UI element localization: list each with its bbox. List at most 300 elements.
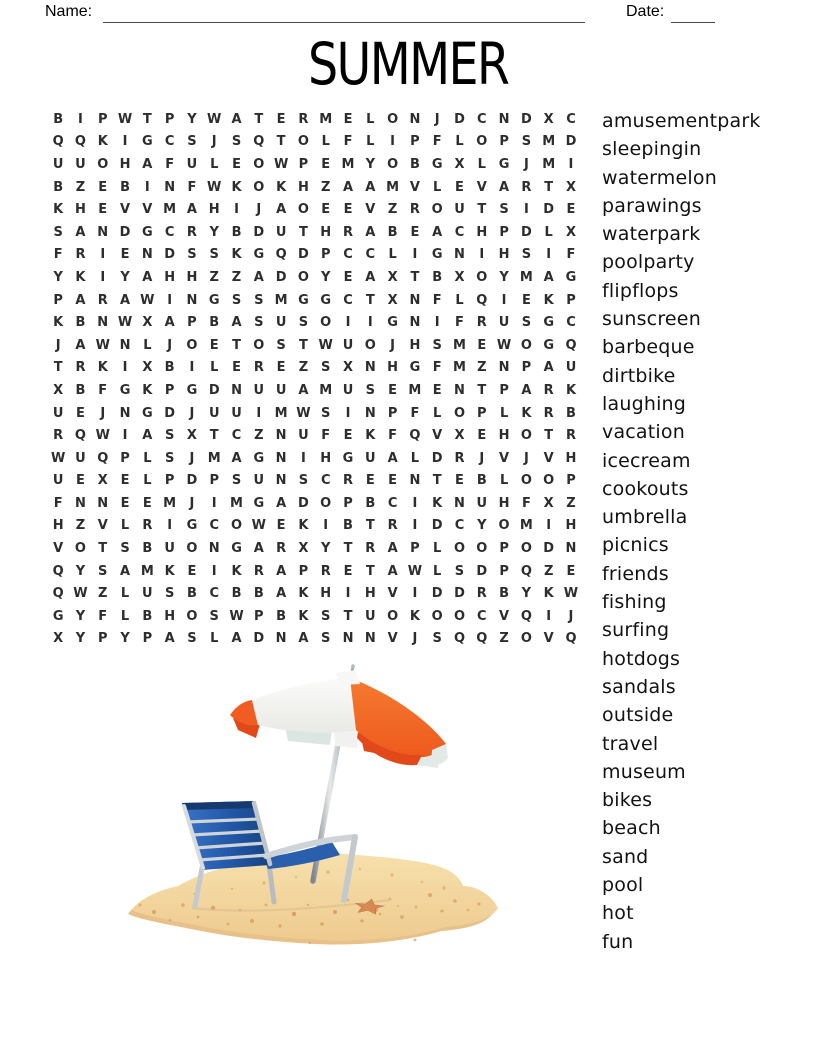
grid-letter: S (521, 247, 532, 263)
sand-speckle (391, 874, 394, 877)
grid-letter: K (298, 608, 309, 624)
grid-letter: S (276, 337, 286, 353)
grid-letter: N (565, 541, 577, 557)
grid-letter: W (229, 608, 244, 624)
grid-letter: K (75, 269, 86, 285)
grid-letter: P (254, 608, 264, 624)
grid-letter: A (231, 111, 242, 127)
grid-letter: K (521, 405, 532, 421)
grid-letter: I (412, 586, 418, 602)
grid-letter: B (432, 269, 443, 285)
grid-letter: R (253, 360, 264, 376)
grid-letter: P (521, 360, 532, 376)
grid-letter: Y (477, 518, 487, 534)
word-list-item: amusementpark (602, 110, 761, 132)
grid-letter: S (120, 541, 130, 557)
grid-letter: L (210, 631, 219, 647)
grid-letter: Q (520, 563, 532, 579)
grid-letter: W (117, 111, 133, 127)
grid-letter: E (410, 224, 420, 240)
grid-letter: Z (298, 360, 309, 376)
grid-letter: S (53, 224, 63, 240)
grid-letter: B (253, 586, 264, 602)
grid-letter: L (210, 360, 219, 376)
grid-letter: B (387, 224, 398, 240)
grid-letter: E (432, 382, 442, 398)
grid-letter: S (254, 315, 264, 331)
grid-letter: K (231, 247, 242, 263)
grid-letter: Y (321, 269, 331, 285)
grid-letter: T (298, 224, 308, 240)
grid-letter: I (100, 247, 106, 263)
grid-letter: D (454, 111, 465, 127)
grid-letter: H (498, 495, 510, 511)
grid-letter: W (296, 405, 311, 421)
grid-letter: N (364, 405, 376, 421)
grid-letter: P (97, 631, 108, 647)
grid-letter: G (253, 495, 265, 511)
name-label: Name: (45, 3, 93, 20)
grid-letter: Q (520, 608, 532, 624)
grid-letter: F (53, 247, 63, 263)
grid-letter: R (276, 541, 287, 557)
grid-letter: I (412, 247, 418, 263)
sand-speckle (326, 870, 329, 873)
grid-letter: R (343, 473, 354, 489)
grid-letter: W (273, 156, 289, 172)
grid-letter: L (455, 292, 464, 308)
grid-letter: M (230, 495, 243, 511)
grid-letter: S (187, 134, 197, 150)
grid-letter: G (231, 541, 242, 557)
grid-letter: I (122, 360, 128, 376)
apex-cap (336, 670, 360, 685)
word-list-item: parawings (602, 194, 702, 217)
grid-letter: I (568, 156, 574, 172)
grid-letter: X (454, 156, 465, 172)
word-list-item: travel (602, 732, 659, 755)
grid-letter: A (499, 179, 510, 195)
grid-letter: N (409, 473, 421, 489)
grid-letter: Y (365, 156, 376, 172)
grid-letter: J (211, 134, 217, 150)
grid-letter: E (388, 382, 398, 398)
sand-speckle (152, 910, 156, 914)
sand-speckle (442, 886, 445, 889)
grid-letter: R (409, 202, 420, 218)
grid-letter: V (53, 541, 64, 557)
grid-letter: D (298, 247, 309, 263)
grid-letter: K (53, 315, 64, 331)
grid-letter: Z (75, 179, 86, 195)
grid-letter: F (455, 315, 464, 331)
grid-letter: B (120, 179, 130, 195)
grid-letter: G (565, 269, 577, 285)
grid-letter: L (120, 518, 130, 534)
grid-letter: L (410, 450, 420, 466)
grid-letter: I (211, 495, 217, 511)
grid-letter: S (209, 608, 219, 624)
grid-letter: U (253, 473, 265, 489)
grid-letter: B (566, 405, 576, 421)
grid-letter: S (164, 428, 175, 444)
grid-letter: R (75, 247, 86, 263)
grid-letter: A (387, 450, 398, 466)
word-list-item: beach (602, 817, 661, 840)
grid-letter: T (410, 269, 420, 285)
grid-letter: S (499, 202, 509, 218)
grid-letter: E (343, 428, 353, 444)
grid-letter: O (498, 518, 510, 534)
grid-letter: P (97, 111, 108, 127)
grid-letter: U (275, 315, 287, 331)
grid-letter: A (276, 563, 287, 579)
grid-letter: V (387, 631, 398, 647)
grid-letter: O (520, 428, 532, 444)
grid-letter: H (164, 608, 176, 624)
sand-speckle (250, 919, 254, 923)
grid-letter: T (477, 382, 487, 398)
grid-letter: N (498, 360, 510, 376)
grid-letter: I (167, 518, 173, 534)
grid-letter: E (566, 202, 576, 218)
grid-letter: L (499, 405, 509, 421)
grid-letter: R (186, 224, 197, 240)
grid-letter: M (453, 337, 466, 353)
grid-letter: X (454, 428, 465, 444)
page-title: SUMMER (307, 30, 509, 98)
grid-letter: L (321, 134, 330, 150)
grid-letter: G (186, 518, 198, 534)
grid-letter: P (164, 382, 175, 398)
grid-letter: Z (320, 179, 331, 195)
grid-letter: B (499, 586, 510, 602)
grid-letter: E (343, 563, 353, 579)
grid-letter: L (120, 586, 130, 602)
grid-letter: F (432, 292, 442, 308)
grid-letter: Z (209, 269, 219, 285)
grid-letter: E (477, 337, 487, 353)
grid-letter: N (364, 360, 376, 376)
grid-letter: P (298, 156, 309, 172)
grid-letter: E (566, 563, 576, 579)
grid-letter: Y (187, 111, 197, 127)
sand-speckle (169, 919, 172, 922)
grid-letter: Q (453, 631, 466, 647)
grid-letter: A (387, 541, 398, 557)
grid-letter: W (207, 111, 222, 127)
grid-letter: K (565, 382, 577, 398)
grid-letter: G (431, 156, 443, 172)
grid-letter: Y (499, 269, 509, 285)
grid-letter: D (298, 495, 309, 511)
grid-letter: B (365, 495, 376, 511)
grid-letter: A (521, 382, 532, 398)
grid-letter: L (366, 134, 375, 150)
grid-letter: I (122, 134, 128, 150)
grid-letter: B (75, 382, 86, 398)
grid-letter: E (142, 495, 152, 511)
grid-letter: A (543, 269, 554, 285)
grid-letter: A (365, 269, 376, 285)
grid-letter: U (342, 382, 354, 398)
grid-letter: N (454, 495, 465, 511)
sand-speckle (360, 919, 363, 922)
grid-letter: S (187, 247, 197, 263)
grid-letter: K (543, 292, 554, 308)
grid-letter: X (97, 473, 108, 489)
grid-letter: M (542, 134, 556, 150)
grid-letter: M (453, 360, 466, 376)
grid-letter: P (343, 495, 353, 511)
grid-letter: L (433, 541, 442, 557)
grid-letter: Y (75, 608, 86, 624)
grid-letter: T (544, 179, 554, 195)
grid-letter: M (341, 156, 355, 172)
date-blank-line (671, 6, 715, 23)
grid-letter: D (253, 631, 265, 647)
grid-letter: D (543, 541, 555, 557)
grid-letter: P (566, 292, 576, 308)
grid-letter: G (253, 450, 265, 466)
grid-letter: E (343, 269, 353, 285)
word-list-item: flipflops (602, 279, 679, 302)
grid-letter: R (476, 315, 487, 331)
grid-letter: I (323, 518, 329, 534)
grid-letter: Z (499, 631, 509, 647)
grid-letter: O (364, 337, 376, 353)
grid-letter: S (365, 382, 375, 398)
panel-white (252, 678, 357, 733)
grid-letter: N (275, 450, 287, 466)
sand-speckle (295, 876, 297, 878)
grid-letter: C (454, 518, 465, 534)
grid-letter: O (453, 608, 466, 624)
grid-letter: K (97, 360, 108, 376)
grid-letter: F (187, 179, 197, 195)
grid-letter: T (544, 428, 554, 444)
grid-letter: Y (321, 541, 331, 557)
grid-letter: W (563, 586, 579, 602)
grid-letter: Z (98, 586, 108, 602)
grid-letter: T (365, 563, 375, 579)
grid-letter: F (432, 360, 442, 376)
grid-letter: S (231, 292, 242, 308)
grid-letter: X (53, 631, 64, 647)
grid-letter: H (52, 518, 64, 534)
sand-speckle (415, 906, 418, 909)
grid-letter: I (256, 405, 262, 421)
grid-letter: H (320, 450, 332, 466)
sand-speckle (292, 912, 296, 916)
grid-letter: I (479, 247, 485, 263)
grid-letter: L (120, 608, 130, 624)
grid-letter: W (318, 337, 333, 353)
grid-letter: E (276, 111, 286, 127)
grid-letter: R (53, 428, 64, 444)
grid-letter: X (387, 269, 398, 285)
word-list-item: bikes (602, 789, 653, 812)
grid-letter: E (120, 473, 130, 489)
grid-letter: P (499, 382, 509, 398)
grid-letter: H (387, 360, 399, 376)
grid-letter: Q (565, 337, 577, 353)
word-list-item: cookouts (602, 477, 689, 500)
grid-letter: U (365, 450, 376, 466)
grid-letter: P (164, 111, 175, 127)
sand-speckle (320, 922, 323, 925)
word-list-item: pool (602, 874, 644, 897)
grid-letter: J (434, 111, 440, 127)
grid-letter: H (409, 337, 421, 353)
grid-letter: T (53, 360, 63, 376)
grid-letter: J (189, 405, 195, 421)
grid-letter: N (454, 382, 465, 398)
grid-letter: M (319, 111, 333, 127)
grid-letter: C (343, 292, 353, 308)
grid-letter: F (321, 428, 331, 444)
grid-letter: N (119, 405, 131, 421)
grid-letter: H (364, 586, 376, 602)
grid-letter: N (275, 631, 287, 647)
grid-letter: G (342, 450, 354, 466)
grid-letter: L (143, 473, 152, 489)
grid-letter: A (342, 179, 354, 195)
grid-letter: G (52, 608, 64, 624)
grid-letter: H (498, 428, 510, 444)
grid-letter: C (566, 315, 576, 331)
grid-letter: M (386, 179, 400, 195)
grid-letter: C (454, 224, 465, 240)
grid-letter: L (143, 337, 152, 353)
grid-letter: N (409, 315, 421, 331)
grid-letter: A (75, 292, 86, 308)
grid-letter: W (73, 586, 88, 602)
grid-letter: U (454, 202, 465, 218)
grid-letter: X (543, 111, 554, 127)
grid-letter: R (75, 360, 86, 376)
grid-letter: O (520, 473, 532, 489)
grid-letter: X (53, 382, 64, 398)
grid-letter: U (365, 608, 376, 624)
grid-letter: M (542, 156, 556, 172)
grid-letter: X (342, 360, 354, 376)
grid-letter: N (409, 292, 421, 308)
grid-letter: O (476, 134, 488, 150)
grid-letter: W (50, 450, 66, 466)
grid-letter: D (520, 111, 532, 127)
grid-letter: E (321, 156, 331, 172)
grid-letter: O (520, 541, 532, 557)
grid-letter: N (97, 315, 109, 331)
sand-speckle (453, 899, 457, 903)
sand-speckle (231, 888, 233, 890)
grid-letter: V (387, 586, 398, 602)
grid-letter: F (53, 495, 63, 511)
grid-letter: J (167, 337, 173, 353)
grid-letter: M (274, 405, 288, 421)
grid-letter: E (365, 473, 375, 489)
grid-letter: V (365, 202, 376, 218)
grid-letter: O (476, 269, 488, 285)
grid-letter: K (432, 495, 443, 511)
grid-letter: R (543, 405, 554, 421)
grid-letter: T (365, 518, 375, 534)
grid-letter: C (365, 247, 376, 263)
grid-letter: Z (543, 563, 554, 579)
grid-letter: I (234, 202, 239, 218)
grid-letter: U (476, 495, 488, 511)
grid-letter: C (566, 111, 576, 127)
grid-letter: X (565, 179, 576, 195)
grid-letter: D (431, 518, 443, 534)
grid-letter: N (275, 473, 287, 489)
grid-letter: P (120, 450, 130, 466)
grid-letter: R (320, 563, 331, 579)
grid-letter: E (276, 518, 286, 534)
grid-letter: O (320, 495, 332, 511)
grid-letter: U (253, 382, 265, 398)
grid-letter: H (498, 247, 510, 263)
grid-letter: E (98, 179, 108, 195)
name-blank-line (103, 6, 585, 23)
grid-letter: U (275, 224, 287, 240)
sand-speckle (397, 905, 399, 907)
grid-letter: E (120, 247, 130, 263)
sand-speckle (421, 881, 423, 883)
grid-letter: O (253, 179, 265, 195)
grid-letter: O (297, 269, 309, 285)
grid-letter: T (276, 134, 286, 150)
grid-letter: E (76, 405, 85, 421)
grid-letter: P (387, 405, 398, 421)
grid-letter: Q (476, 292, 488, 308)
grid-letter: B (142, 608, 153, 624)
grid-letter: E (120, 495, 130, 511)
sand-speckle (307, 904, 309, 906)
grid-letter: T (432, 473, 442, 489)
grid-letter: S (298, 473, 309, 489)
grid-letter: W (407, 563, 423, 579)
grid-letter: Z (566, 495, 576, 511)
grid-letter: P (209, 473, 219, 489)
grid-letter: U (231, 405, 242, 421)
grid-letter: S (209, 247, 219, 263)
grid-letter: G (543, 315, 555, 331)
word-list-item: laughing (602, 392, 687, 415)
grid-letter: C (477, 608, 487, 624)
grid-letter: A (120, 563, 131, 579)
grid-letter: C (164, 224, 175, 240)
grid-letter: K (53, 202, 64, 218)
grid-letter: U (298, 428, 309, 444)
grid-letter: Q (565, 631, 577, 647)
grid-letter: Q (253, 134, 265, 150)
word-list-item: poolparty (602, 251, 695, 274)
grid-letter: W (95, 428, 110, 444)
grid-letter: Y (120, 269, 130, 285)
grid-letter: V (543, 450, 554, 466)
grid-letter: A (142, 269, 153, 285)
grid-letter: R (565, 428, 576, 444)
grid-letter: T (477, 202, 487, 218)
grid-letter: B (75, 315, 86, 331)
grid-letter: D (119, 224, 131, 240)
grid-letter: K (298, 518, 309, 534)
grid-letter: E (276, 360, 286, 376)
word-list-item: umbrella (602, 506, 688, 529)
grid-letter: V (476, 179, 487, 195)
